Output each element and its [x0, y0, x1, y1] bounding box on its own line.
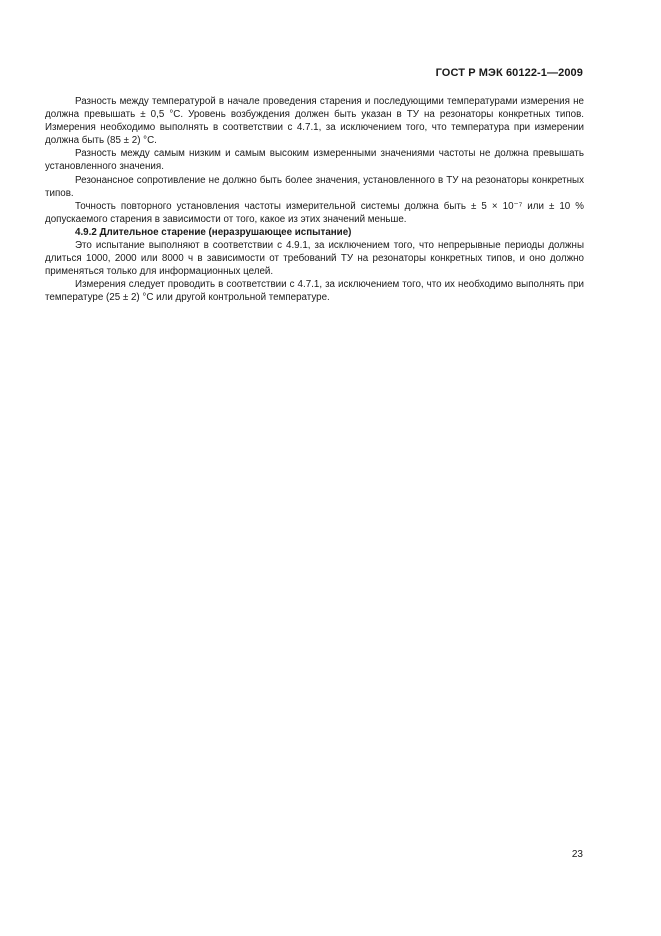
page-number: 23: [571, 849, 583, 860]
paragraph-frequency-accuracy: Точность повторного установления частоты измерительной системы должна быть ± 5 × 10⁻⁷ или ± 10 % допускаемого старения в зависимости от того, какое из этих значений меньше.: [45, 200, 584, 225]
paragraph-long-aging-test: Это испытание выполняют в соответствии с 4.9.1, за исключением того, что непрерывные периоды должны длиться 1000, 2000 или 8000 ч в зависимости от требований ТУ на резонаторы конкретных типов, и оно должно применяться только для информационных целей.: [45, 240, 584, 278]
paragraph-aging-temperature: Разность между температурой в начале проведения старения и последующими температурами измерения не должна превышать ± 0,5 °С. Уровень возбуждения должен быть указан в ТУ на резонаторы конкретных типов. Измерения необходимо выполнять в соответствии с 4.7.1, за исключением того, что температура при измерении должна быть (85 ± 2) °С.: [45, 96, 584, 147]
document-body: [45, 95, 584, 305]
paragraph-frequency-difference: Разность между самым низким и самым высоким измеренными значениями частоты не должна превышать установленного значения.: [45, 148, 584, 173]
paragraph-resonance-resistance: Резонансное сопротивление не должно быть более значения, установленного в ТУ на резонаторы конкретных типов.: [45, 174, 584, 199]
document-code: ГОСТ Р МЭК 60122-1—2009: [435, 67, 583, 79]
section-heading: 4.9.2 Длительное старение (неразрушающее испытание): [75, 226, 352, 238]
paragraph-measurement-temperature: Измерения следует проводить в соответствии с 4.7.1, за исключением того, что их необходимо выполнять при температуре (25 ± 2) °С или другой контрольной температуре.: [45, 279, 584, 304]
